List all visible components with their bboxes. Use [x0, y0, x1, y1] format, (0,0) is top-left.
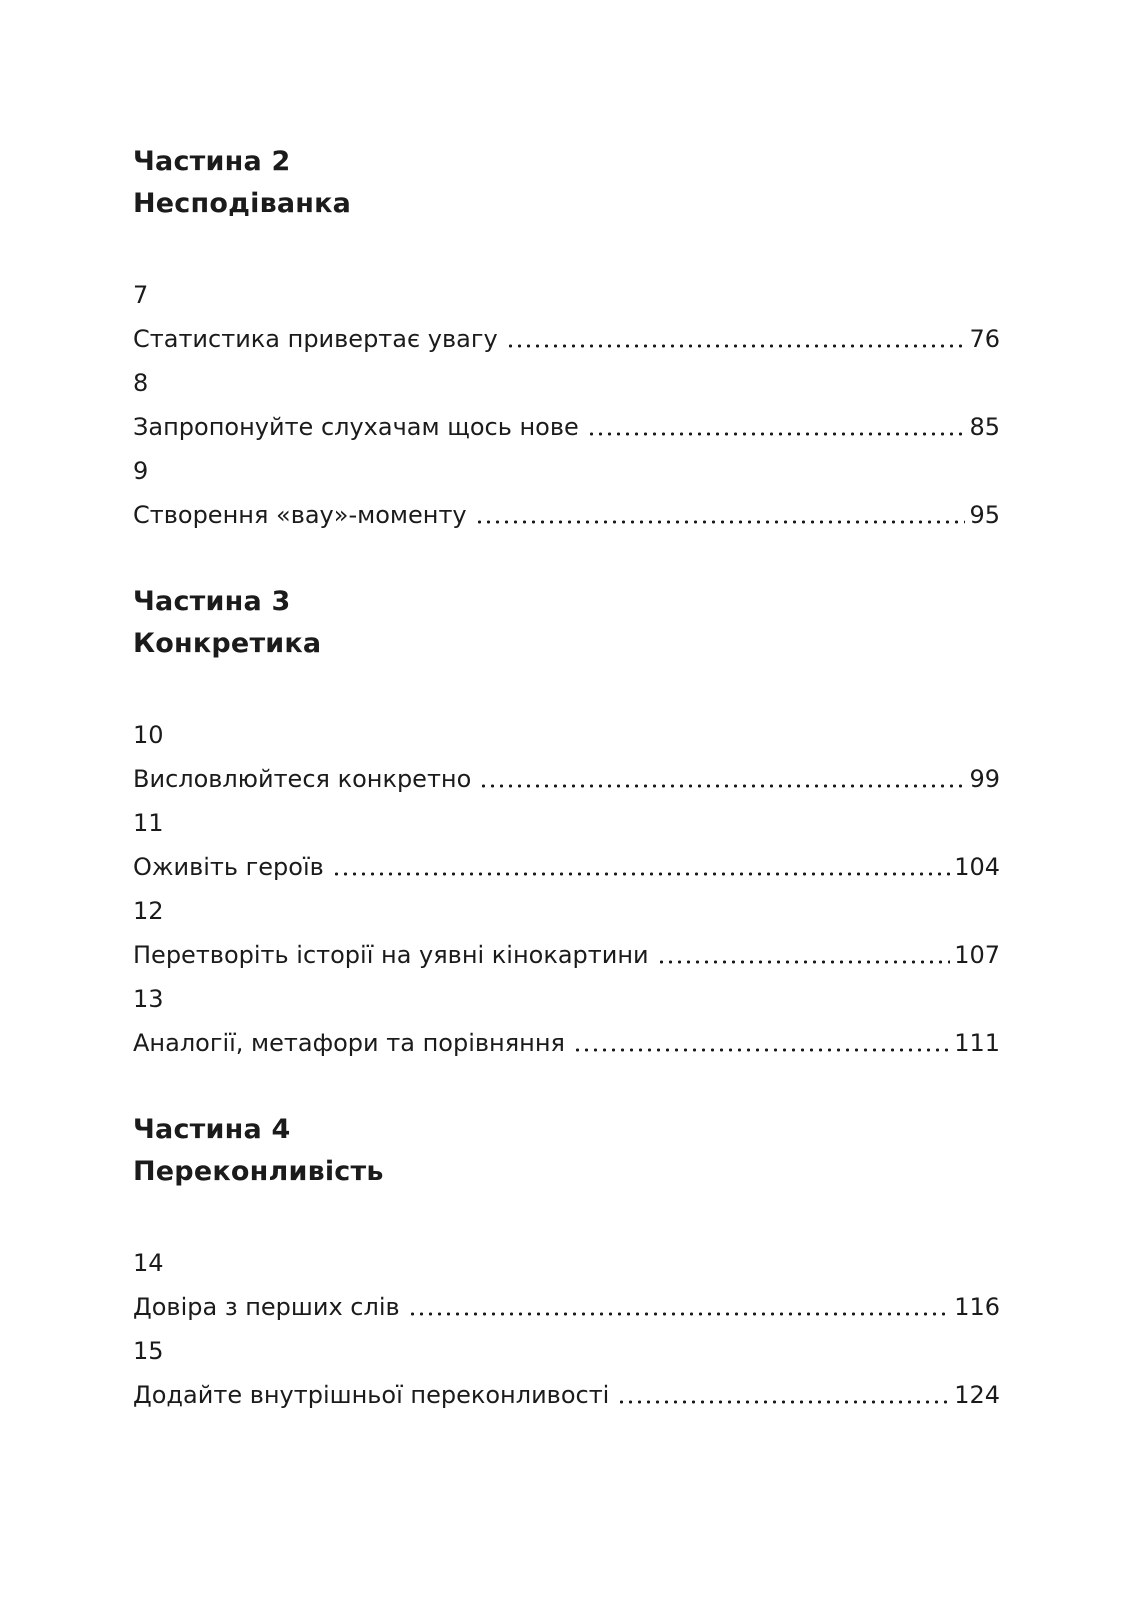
chapter-list [133, 1241, 1000, 1417]
page-number: 104 [954, 853, 1000, 881]
chapter-title: Перетворіть історії на уявні кінокартини [133, 941, 649, 969]
dot-leader [657, 959, 951, 965]
page-number: 85 [969, 413, 1000, 441]
chapter-number: 10 [133, 721, 164, 749]
chapter-row [133, 1021, 1000, 1065]
page-number: 76 [969, 325, 1000, 353]
part-heading [133, 1109, 1000, 1193]
part-subtitle: Переконливість [133, 1156, 384, 1187]
chapter-title: Запропонуйте слухачам щось нове [133, 413, 579, 441]
page-number: 107 [954, 941, 1000, 969]
chapter-number: 12 [133, 897, 164, 925]
table-of-contents [133, 141, 1000, 1417]
chapter-title: Додайте внутрішньої переконливості [133, 1381, 610, 1409]
chapter-number: 9 [133, 457, 149, 485]
chapter-entry[interactable] [133, 977, 1000, 1065]
chapter-title: Аналогії, метафори та порівняння [133, 1029, 565, 1057]
dot-leader [475, 519, 966, 525]
dot-leader [573, 1047, 950, 1053]
part-title: Частина 2 [133, 146, 291, 177]
dot-leader [506, 343, 966, 349]
chapter-entry[interactable] [133, 273, 1000, 361]
chapter-row [133, 933, 1000, 977]
chapter-entry[interactable] [133, 449, 1000, 537]
page-number: 99 [969, 765, 1000, 793]
chapter-entry[interactable] [133, 1329, 1000, 1417]
part-section [133, 1109, 1000, 1417]
dot-leader [587, 431, 966, 437]
chapter-number: 7 [133, 281, 149, 309]
part-section [133, 581, 1000, 1065]
chapter-entry[interactable] [133, 1241, 1000, 1329]
dot-leader [617, 1399, 950, 1405]
chapter-list [133, 273, 1000, 537]
part-heading [133, 141, 1000, 225]
chapter-entry[interactable] [133, 889, 1000, 977]
chapter-row [133, 317, 1000, 361]
chapter-number: 15 [133, 1337, 164, 1365]
chapter-row [133, 1285, 1000, 1329]
part-heading [133, 581, 1000, 665]
page-number: 111 [954, 1029, 1000, 1057]
chapter-row [133, 405, 1000, 449]
chapter-row [133, 1373, 1000, 1417]
chapter-row [133, 845, 1000, 889]
chapter-number: 11 [133, 809, 164, 837]
part-subtitle: Несподіванка [133, 188, 352, 219]
part-title: Частина 4 [133, 1114, 291, 1145]
dot-leader [332, 871, 950, 877]
part-subtitle: Конкретика [133, 628, 322, 659]
part-section [133, 141, 1000, 537]
chapter-number: 8 [133, 369, 149, 397]
page-number: 124 [954, 1381, 1000, 1409]
chapter-title: Довіра з перших слів [133, 1293, 400, 1321]
chapter-entry[interactable] [133, 361, 1000, 449]
chapter-row [133, 757, 1000, 801]
page-number: 95 [969, 501, 1000, 529]
chapter-entry[interactable] [133, 713, 1000, 801]
chapter-title: Створення «вау»-моменту [133, 501, 467, 529]
dot-leader [479, 783, 965, 789]
dot-leader [408, 1311, 951, 1317]
chapter-row [133, 493, 1000, 537]
page-number: 116 [954, 1293, 1000, 1321]
chapter-entry[interactable] [133, 801, 1000, 889]
chapter-number: 14 [133, 1249, 164, 1277]
part-title: Частина 3 [133, 586, 291, 617]
chapter-number: 13 [133, 985, 164, 1013]
chapter-list [133, 713, 1000, 1065]
chapter-title: Висловлюйтеся конкретно [133, 765, 472, 793]
chapter-title: Оживіть героїв [133, 853, 324, 881]
chapter-title: Статистика привертає увагу [133, 325, 498, 353]
